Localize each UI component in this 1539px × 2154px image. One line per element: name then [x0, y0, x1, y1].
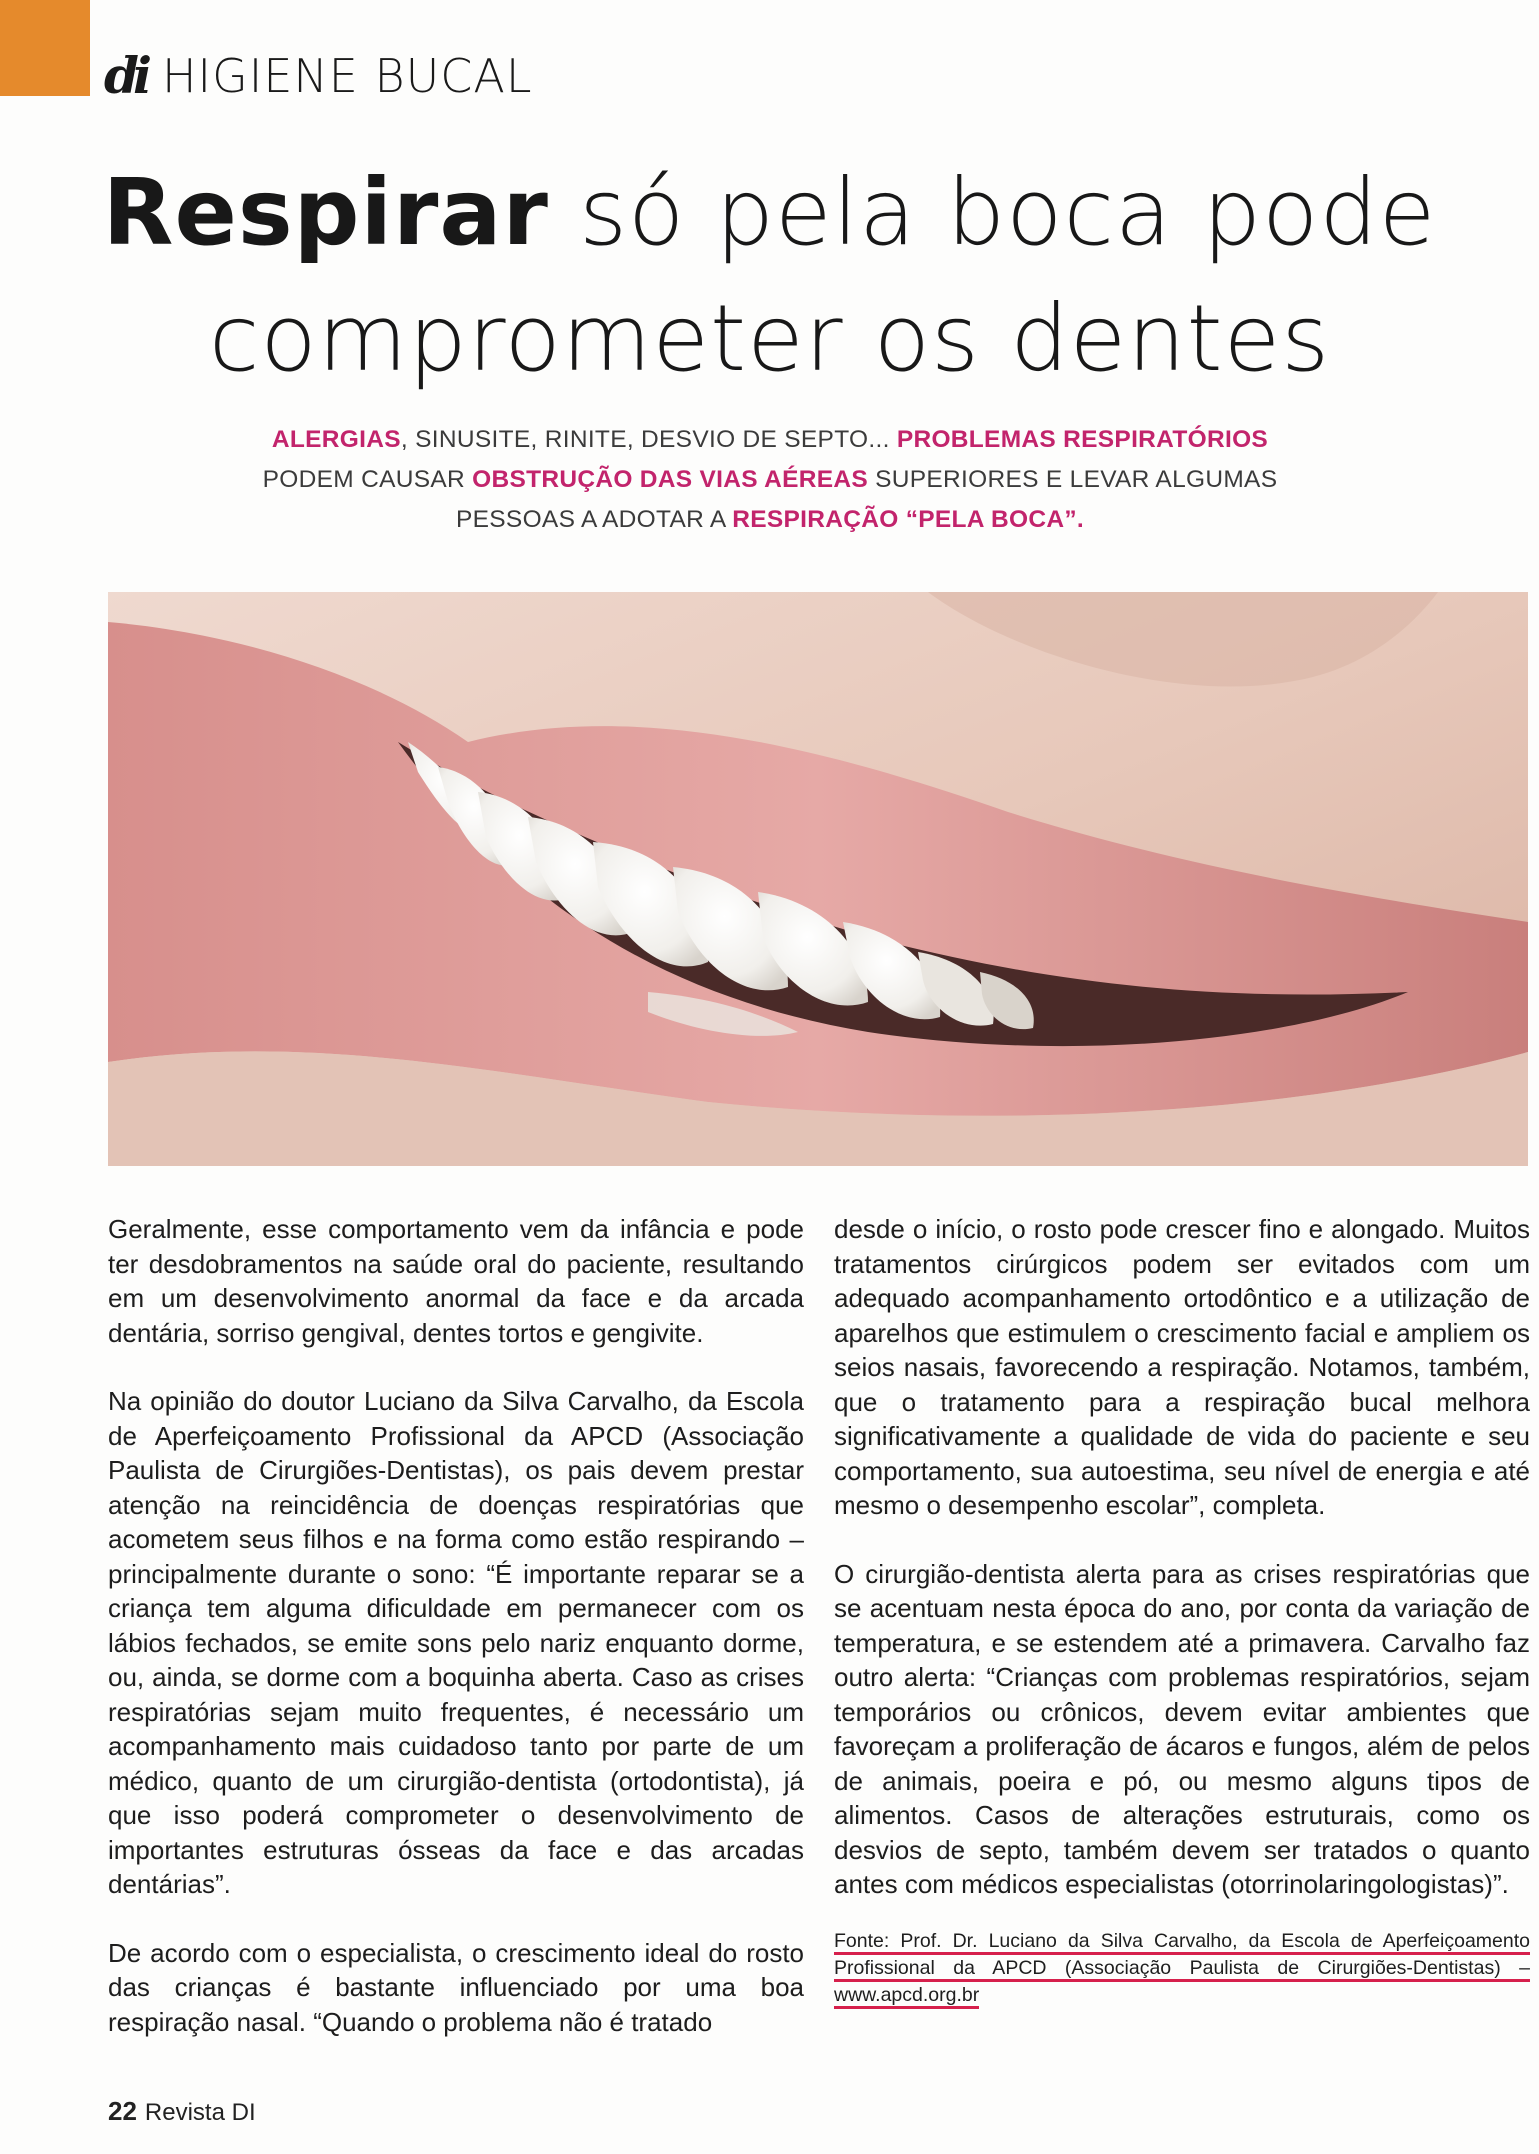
deck-highlight-1: ALERGIAS [271, 426, 401, 453]
right-column [834, 1212, 1530, 2009]
paragraph: desde o início, o rosto pode crescer fino e alongado. Muitos tratamentos cirúrgicos podem ser evitados com um adequado acompanhamento ortodôntico e a utilização de aparelhos que estimulem o crescimento facial e ampliem os seios nasais, favorecendo a respiração. Notamos, também, que o tratamento para a respiração bucal melhora significativamente a qualidade de vida do paciente e seu comportamento, sua autoestima, seu nível de energia e até mesmo o desempenho escolar”, completa. [834, 1214, 1530, 1520]
section-header [104, 48, 533, 104]
headline-bold-word: Respirar [102, 159, 549, 266]
magazine-logo: di [104, 46, 146, 105]
paragraph: O cirurgião-dentista alerta para as crises respiratórias que se acentuam nesta época do ano, por conta da variação de temperatura, e se estendem até a primavera. Carvalho faz outro alerta: “Crianças com problemas respiratórios, sejam temporários ou crônicos, devem evitar ambientes que favoreçam a proliferação de ácaros e fungos, além de pelos de animais, poeira e pó, ou mesmo alguns tipos de alimentos. Casos de alterações estruturais, como os desvios de septo, também devem ser tratados o quanto antes com médicos especialistas (otorrinolaringologistas)”. [834, 1558, 1530, 1899]
smile-photo [108, 592, 1528, 1166]
deck-text-2: PODEM CAUSAR [262, 466, 473, 493]
magazine-name: Revista DI [144, 2099, 256, 2126]
paragraph: Na opinião do doutor Luciano da Silva Carvalho, da Escola de Aperfeiçoamento Profissional da APCD (Associação Paulista de Cirurgiões-Dentistas), os pais devem prestar atenção na reincidência de doenças respiratórias que acometem seus filhos e na forma como estão respirando – principalmente durante o sono: “É importante reparar se a criança tem alguma dificuldade em permanecer com os lábios fechados, se emite sons pelo nariz enquanto dorme, ou, ainda, se dorme com a boquinha aberta. Caso as crises respiratórias sejam muito frequentes, é necessário um acompanhamento mais cuidadoso tanto por parte de um médico, quanto de um cirurgião-dentista (ortodontista), já que isso poderá comprometer o desenvolvimento de importantes estruturas ósseas da face e das arcadas dentárias”. [108, 1386, 804, 1899]
article-headline [0, 150, 1539, 402]
deck-highlight-3: OBSTRUÇÃO DAS VIAS AÉREAS [472, 466, 869, 493]
paragraph: Geralmente, esse comportamento vem da infância e pode ter desdobramentos na saúde oral do paciente, resultando em um desenvolvimento anormal da face e da arcada dentária, sorriso gengival, dentes tortos e gengivite. [108, 1214, 804, 1348]
headline-rest: só pela boca pode [548, 159, 1437, 266]
headline-line-1 [0, 150, 1539, 276]
left-column [108, 1212, 804, 2073]
deck-text-1: , SINUSITE, RINITE, DESVIO DE SEPTO... [400, 426, 897, 453]
source-note [834, 1928, 1530, 2009]
deck-highlight-2: PROBLEMAS RESPIRATÓRIOS [896, 426, 1269, 453]
section-title: HIGIENE BUCAL [161, 49, 533, 103]
page-number: 22 [108, 2096, 137, 2126]
source-text: Fonte: Prof. Dr. Luciano da Silva Carvalho, da Escola de Aperfeiçoamento Profissional da APCD (Associação Paulista de Cirurgiões-Dentistas) – www.apcd.org.br [834, 1930, 1530, 2009]
headline-line-2: comprometer os dentes [208, 285, 1331, 392]
paragraph: De acordo com o especialista, o crescimento ideal do rosto das crianças é bastante influenciado por uma boa respiração nasal. “Quando o problema não é tratado [108, 1937, 804, 2037]
deck-highlight-4: RESPIRAÇÃO “PELA BOCA”. [732, 506, 1084, 533]
article-deck [260, 420, 1280, 540]
page-footer [108, 2096, 256, 2127]
orange-corner-tab [0, 0, 90, 96]
deck-text-3: SUPERIORES E LEVAR ALGUMAS PESSOAS A ADOTAR A [456, 466, 1278, 533]
